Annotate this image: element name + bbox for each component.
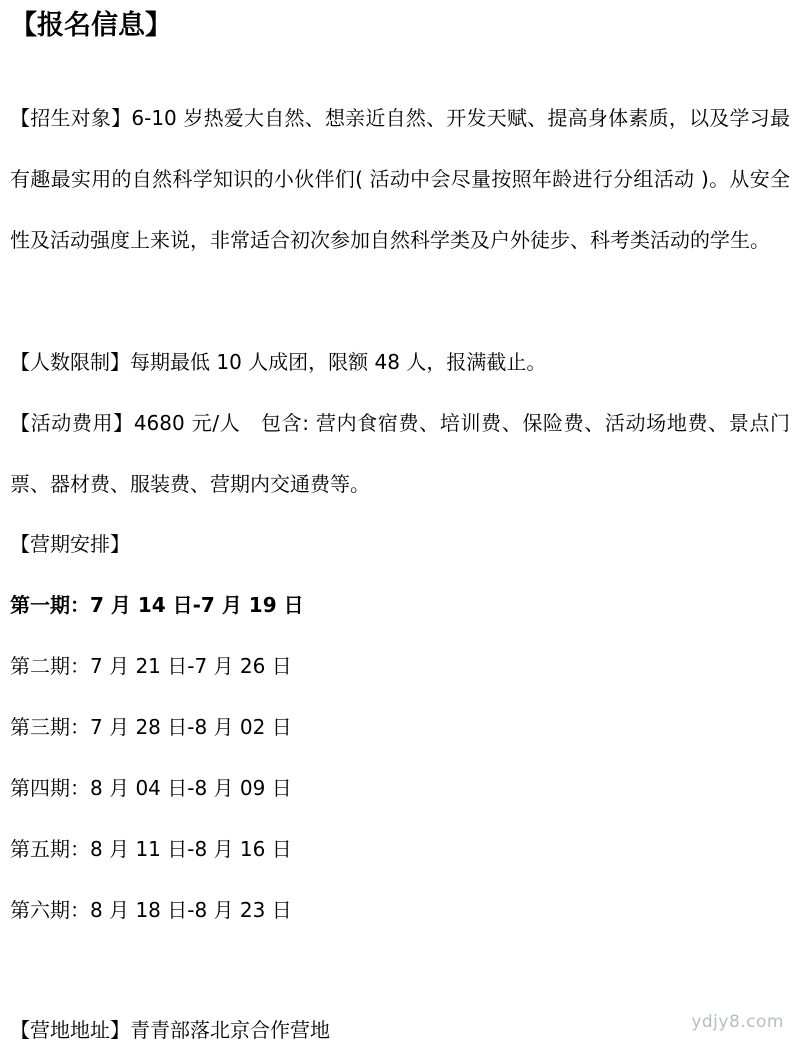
section-heading: 【报名信息】 — [10, 10, 172, 41]
recruit-paragraph: 【招生对象】6-10 岁热爱大自然、想亲近自然、开发天赋、提高身体素质，以及学习最有趣最实用的自然科学知识的小伙伴们( 活动中会尽量按照年龄进行分组活动 )。从安全性及活动强度上来说，非常适合初次参加自然科学类及户外徒步、科考类活动的学生。 — [10, 106, 790, 252]
schedule-title: 【营期安排】 — [10, 532, 130, 556]
session-item: 第六期：8 月 18 日-8 月 23 日 — [10, 898, 292, 922]
session-item: 第四期：8 月 04 日-8 月 09 日 — [10, 776, 292, 800]
fee-paragraph: 【活动费用】4680 元/人 包含: 营内食宿费、培训费、保险费、活动场地费、景点门票、器材费、服装费、营期内交通费等。 — [10, 411, 790, 496]
session-item: 第三期：7 月 28 日-8 月 02 日 — [10, 715, 292, 739]
session-item: 第二期：7 月 21 日-7 月 26 日 — [10, 654, 292, 678]
limit-paragraph: 【人数限制】每期最低 10 人成团，限额 48 人，报满截止。 — [10, 350, 547, 374]
session-item: 第一期：7 月 14 日-7 月 19 日 — [10, 593, 304, 617]
site-watermark: ydjy8.com — [691, 1012, 784, 1032]
session-item: 第五期：8 月 11 日-8 月 16 日 — [10, 837, 292, 861]
camp-address: 【营地地址】青青部落北京合作营地 — [10, 1018, 330, 1042]
